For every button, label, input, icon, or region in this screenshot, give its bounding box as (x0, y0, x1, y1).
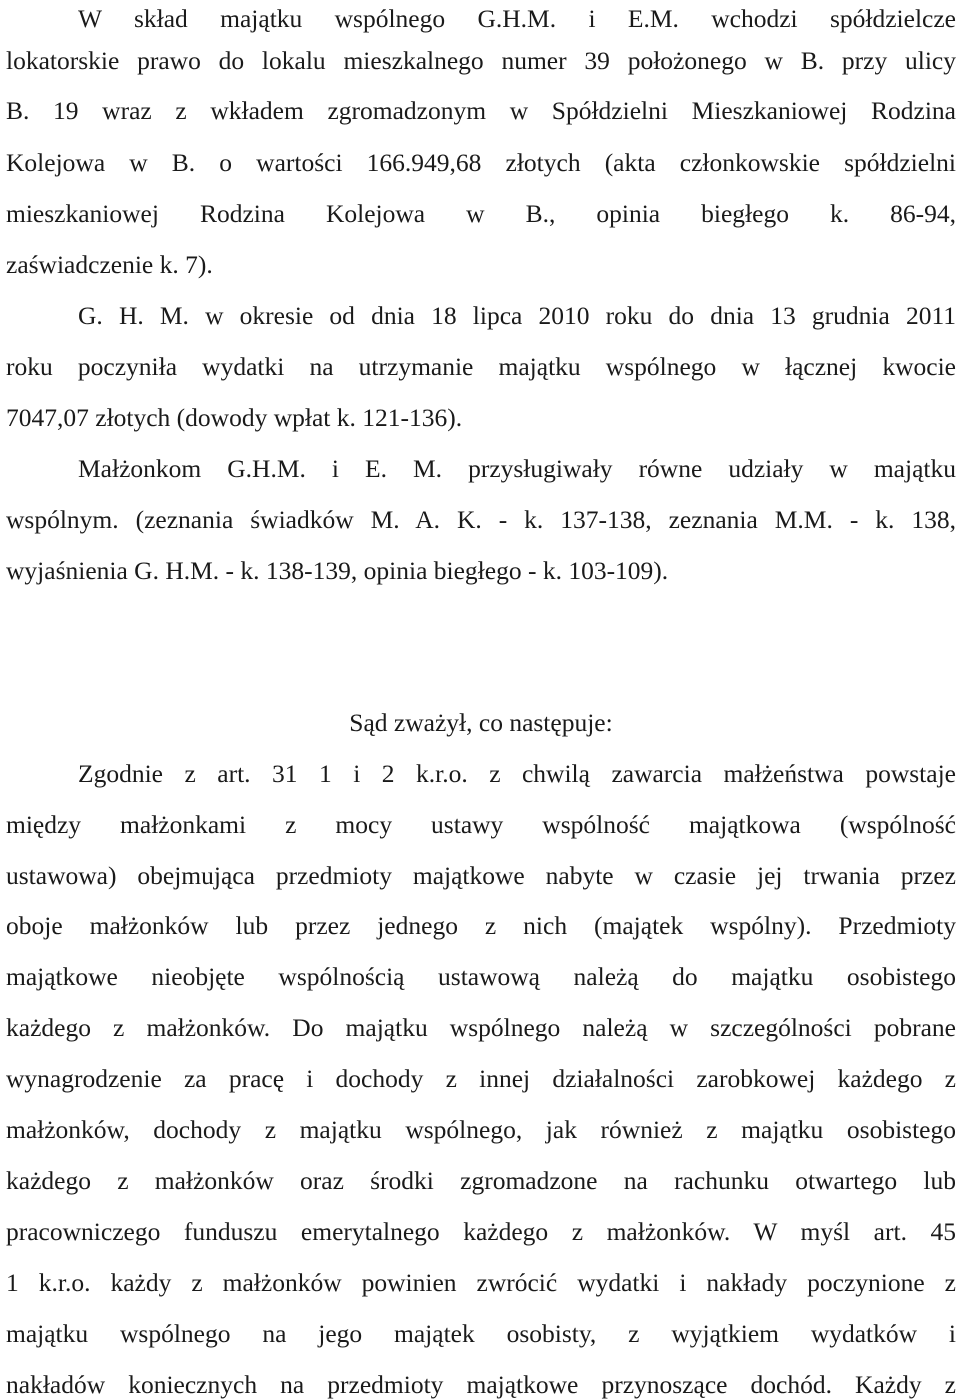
paragraph-4-line-10: pracowniczego funduszu emerytalnego każdego z małżonków. W myśl art. 45 (6, 1217, 956, 1246)
paragraph-4-line-12: majątku wspólnego na jego majątek osobisty, z wyjątkiem wydatków i (6, 1319, 956, 1348)
paragraph-1-line-3: B. 19 wraz z wkładem zgromadzonym w Spółdzielni Mieszkaniowej Rodzina (6, 96, 956, 125)
paragraph-3-line-2: wspólnym. (zeznania świadków M. A. K. - k. 137-138, zeznania M.M. - k. 138, (6, 505, 956, 534)
section-heading: Sąd zważył, co następuje: (349, 708, 613, 737)
paragraph-4-line-11: 1 k.r.o. każdy z małżonków powinien zwrócić wydatki i nakłady poczynione z (6, 1268, 956, 1297)
paragraph-1-line-4: Kolejowa w B. o wartości 166.949,68 złotych (akta członkowskie spółdzielni (6, 148, 956, 177)
paragraph-1-line-2: lokatorskie prawo do lokalu mieszkalnego numer 39 położonego w B. przy ulicy (6, 46, 956, 75)
paragraph-4-line-2: między małżonkami z mocy ustawy wspólność majątkowa (wspólność (6, 810, 956, 839)
paragraph-4-line-3: ustawowa) obejmująca przedmioty majątkowe nabyte w czasie jej trwania przez (6, 861, 956, 890)
paragraph-4-line-13: nakładów koniecznych na przedmioty majątkowe przynoszące dochód. Każdy z (6, 1370, 956, 1399)
paragraph-2-line-3: 7047,07 złotych (dowody wpłat k. 121-136). (6, 403, 463, 432)
paragraph-1-line-5: mieszkaniowej Rodzina Kolejowa w B., opinia biegłego k. 86-94, (6, 199, 956, 228)
paragraph-4-line-5: majątkowe nieobjęte wspólnością ustawową należą do majątku osobistego (6, 962, 956, 991)
paragraph-2-line-1: G. H. M. w okresie od dnia 18 lipca 2010 roku do dnia 13 grudnia 2011 (78, 301, 956, 330)
paragraph-4-line-1: Zgodnie z art. 31 1 i 2 k.r.o. z chwilą zawarcia małżeństwa powstaje (78, 759, 956, 788)
paragraph-4-line-7: wynagrodzenie za pracę i dochody z innej działalności zarobkowej każdego z (6, 1064, 956, 1093)
paragraph-2-line-2: roku poczyniła wydatki na utrzymanie majątku wspólnego w łącznej kwocie (6, 352, 956, 381)
paragraph-1-line-1: W skład majątku wspólnego G.H.M. i E.M. wchodzi spółdzielcze (78, 4, 956, 33)
paragraph-3-line-3: wyjaśnienia G. H.M. - k. 138-139, opinia biegłego - k. 103-109). (6, 556, 669, 585)
paragraph-1-line-6: zaświadczenie k. 7). (6, 250, 213, 279)
paragraph-3-line-1: Małżonkom G.H.M. i E. M. przysługiwały równe udziały w majątku (78, 454, 956, 483)
paragraph-4-line-6: każdego z małżonków. Do majątku wspólnego należą w szczególności pobrane (6, 1013, 956, 1042)
paragraph-4-line-4: oboje małżonków lub przez jednego z nich (majątek wspólny). Przedmioty (6, 911, 956, 940)
paragraph-4-line-9: każdego z małżonków oraz środki zgromadzone na rachunku otwartego lub (6, 1166, 956, 1195)
paragraph-4-line-8: małżonków, dochody z majątku wspólnego, jak również z majątku osobistego (6, 1115, 956, 1144)
